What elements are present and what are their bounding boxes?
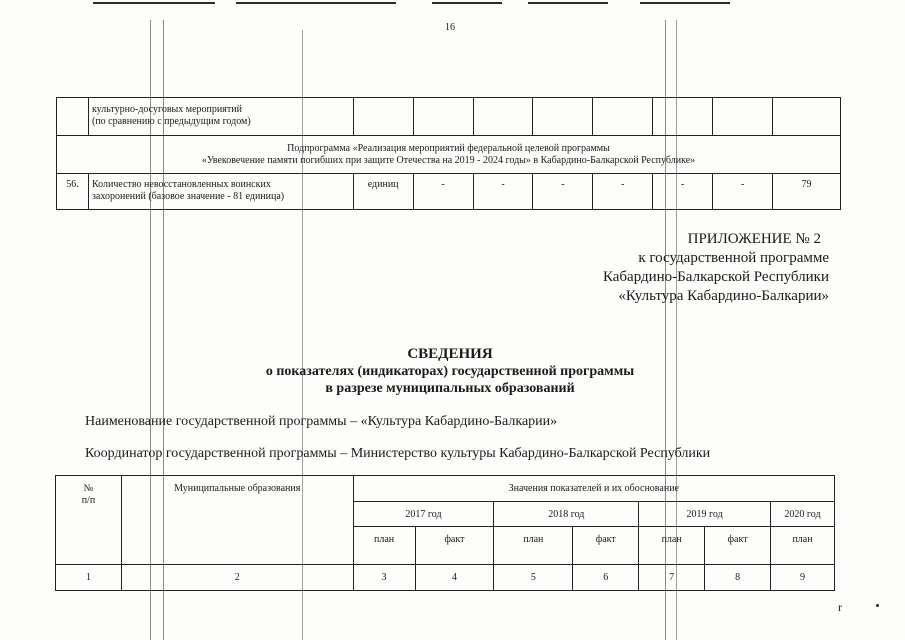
page-number: 16 [445, 22, 455, 33]
col-municipal: Муниципальные образования [121, 476, 353, 565]
column-number-row [56, 565, 835, 591]
column-number: 6 [573, 565, 639, 591]
column-number: 9 [771, 565, 835, 591]
year-2018: 2018 год [494, 502, 639, 527]
unit-cell: единиц [353, 174, 413, 210]
heading-title: СВЕДЕНИЯ [407, 346, 493, 362]
indicators-table [55, 475, 835, 591]
subprogram-row [57, 136, 841, 174]
year-2020: 2020 год [771, 502, 835, 527]
table-row [57, 174, 841, 210]
table-header-row [56, 476, 835, 502]
year-2017: 2017 год [353, 502, 494, 527]
value-cell: - [713, 174, 773, 210]
scan-artifact-top-4 [528, 2, 608, 4]
value-cell: 79 [773, 174, 841, 210]
value-cell: - [653, 174, 713, 210]
program-coordinator: Координатор государственной программы – Министерство культуры Кабардино-Балкарской Республики [85, 446, 711, 461]
year-2019: 2019 год [639, 502, 771, 527]
plan-cell: план [494, 527, 573, 565]
fact-cell: факт [705, 527, 771, 565]
column-number: 1 [56, 565, 122, 591]
value-cell: - [593, 174, 653, 210]
plan-cell: план [353, 527, 415, 565]
scan-artifact-top-2 [236, 2, 396, 4]
document-heading: СВЕДЕНИЯ о показателях (индикаторах) государственной программы в разрезе муниципальных образований [200, 346, 700, 397]
plan-cell: план [771, 527, 835, 565]
subprogram-title: Подпрограмма «Реализация мероприятий федеральной целевой программы «Увековечение памяти погибших при защите Отечества на 2019 - 2024 годы» в Кабардино-Балкарской Республике» [57, 136, 841, 174]
value-cell: - [413, 174, 473, 210]
program-name: Наименование государственной программы – «Культура Кабардино-Балкарии» [85, 414, 558, 429]
indicator-text: Количество невосстановленных воинских захоронений (базовое значение - 81 единица) [88, 174, 353, 210]
scan-artifact-top-5 [640, 2, 730, 4]
indicator-text: культурно-досуговых мероприятий (по сравнению с предыдущим годом) [88, 98, 353, 136]
column-number: 3 [353, 565, 415, 591]
fact-cell: факт [415, 527, 494, 565]
scan-artifact-top-3 [432, 2, 502, 4]
row-number: 56. [57, 174, 89, 210]
column-number: 2 [121, 565, 353, 591]
column-number: 7 [639, 565, 705, 591]
scan-artifact-mark: r [838, 600, 842, 614]
appendix-title: ПРИЛОЖЕНИЕ № 2 [687, 231, 821, 247]
col-number: № п/п [56, 476, 122, 565]
table-row [57, 98, 841, 136]
column-number: 4 [415, 565, 494, 591]
value-cell: - [473, 174, 533, 210]
plan-cell: план [639, 527, 705, 565]
scan-artifact-top-1 [93, 2, 215, 4]
scan-artifact-dot [876, 604, 879, 607]
value-cell: - [533, 174, 593, 210]
column-number: 5 [494, 565, 573, 591]
appendix-block: ПРИЛОЖЕНИЕ № 2 к государственной программе Кабардино-Балкарской Республики «Культура Кабардино-Балкарии» [602, 231, 829, 304]
fact-cell: факт [573, 527, 639, 565]
col-values: Значения показателей и их обоснование [353, 476, 834, 502]
column-number: 8 [705, 565, 771, 591]
continuation-table [56, 97, 841, 210]
